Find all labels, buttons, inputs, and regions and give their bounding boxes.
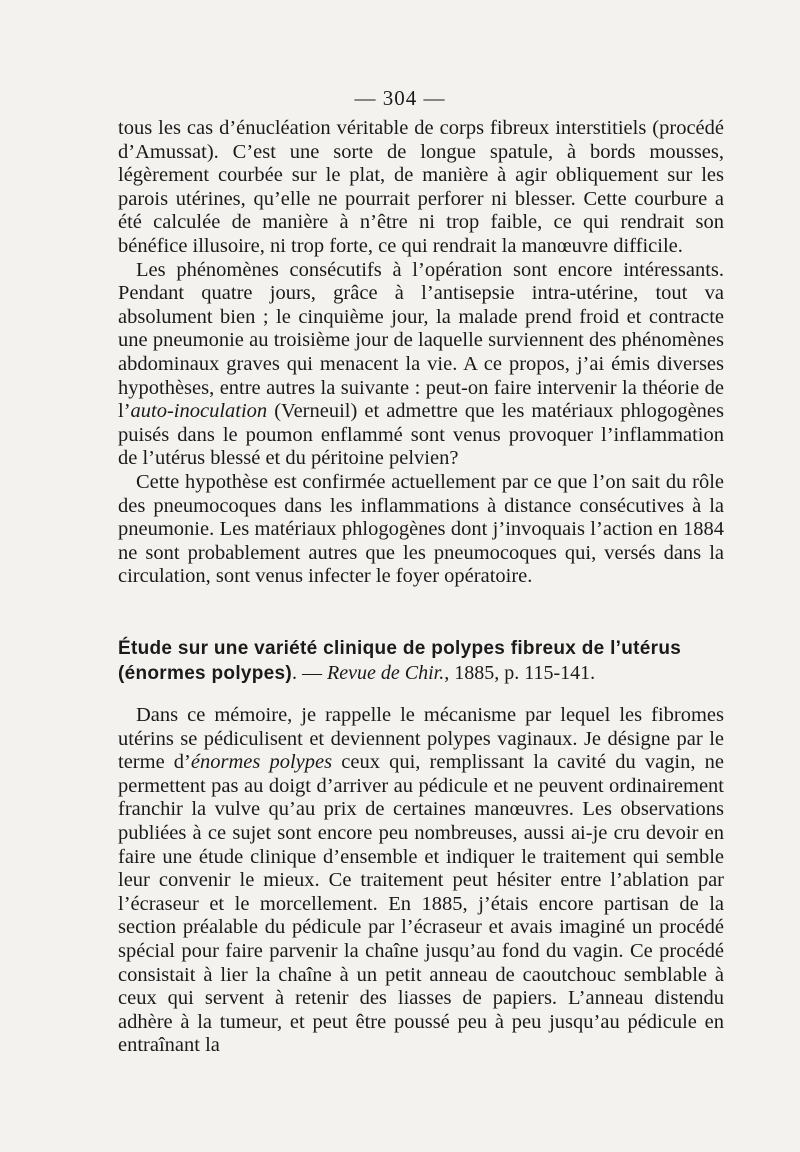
section-heading [118, 636, 724, 686]
heading-details: , 1885, p. 115-141. [444, 662, 596, 684]
heading-separator: . — [292, 662, 328, 684]
paragraph-hypothesis [118, 471, 724, 589]
section-heading-title: Étude sur une variété clinique de polypes fibreux de l’utérus (énormes polypes) [118, 638, 682, 684]
paragraph-continued [118, 117, 724, 259]
paragraph-text: ceux qui, remplissant la cavité du vagin, ne permettent pas au doigt d’arriver au pédicule et ne peuvent ordinairement franchir la vulve qu’au prix de certaines manœuvres. Les observations publiées à ce sujet sont encore peu nombreuses, aussi ai-je cru devoir en faire une étude clinique d’ensemble et indiquer le traitement qui semble leur convenir le mieux. Ce traitement peut hésiter entre l’ablation par l’écraseur et le morcellement. En 1885, j’étais encore partisan de la section préalable du pédicule par l’écraseur et avais imaginé un procédé spécial pour faire parvenir la chaîne jusqu’au fond du vagin. Ce procédé consistait à lier la chaîne à un petit anneau de caoutchouc semblable à ceux qui servent à retenir des liasses de papiers. L’anneau distendu adhère à la tumeur, et peut être poussé peu à peu jusqu’au pédicule en entraînant la [118, 751, 724, 1057]
section-continuation-text [118, 117, 724, 589]
page-number: — 304 — [354, 86, 446, 110]
paragraph-text: tous les cas d’énucléation véritable de corps fibreux interstitiels (procédé d’Amussat). C’est une sorte de longue spatule, à bords mousses, légèrement courbée sur le plat, de manière à agir obliquement sur les parois utérines, qu’elle ne pourrait perforer ni blesser. Cette courbure a été calculée de manière à n’être ni trop faible, ce qui rendrait son bénéfice illusoire, ni trop forte, ce qui rendrait la manœuvre difficile. [118, 117, 724, 257]
paragraph-text: (Verneuil) et admettre que les matériaux phlogogènes puisés dans le poumon enflammé sont venus provoquer l’inflammation de l’utérus blessé et du péritoine pelvien? [118, 400, 724, 470]
italic-term: énormes polypes [190, 751, 333, 774]
paragraph-text: Dans ce mémoire, je rappelle le mécanisme par lequel les fibromes utérins se pédiculisent et deviennent polypes vaginaux. Je désigne par le terme d’ [118, 704, 724, 774]
paragraph-text: Cette hypothèse est confirmée actuellement par ce que l’on sait du rôle des pneumocoques dans les inflammations à distance consécutives à la pneumonie. Les matériaux phlogogènes dont j’invoquais l’action en 1884 ne sont probablement autres que les pneumocoques qui, versés dans la circulation, sont venus infecter le foyer opératoire. [118, 470, 724, 588]
italic-term: auto-inoculation [130, 400, 268, 423]
paragraph-memoir [118, 704, 724, 1058]
heading-source: Revue de Chir. [327, 662, 445, 684]
paragraph-text: Les phénomènes consécutifs à l’opération sont encore intéressants. Pendant quatre jours, grâce à l’antisepsie intra-utérine, tout va absolument bien ; le cinquième jour, la malade prend froid et contracte une pneumonie au troisième jour de laquelle surviennent des phénomènes abdominaux graves qui menacent la vie. A ce propos, j’ai émis diverses hypothèses, entre autres la suivante : peut-on faire intervenir la théorie de l’ [118, 258, 724, 423]
paragraph-consequences [118, 259, 724, 471]
section-body-text [118, 704, 724, 1058]
